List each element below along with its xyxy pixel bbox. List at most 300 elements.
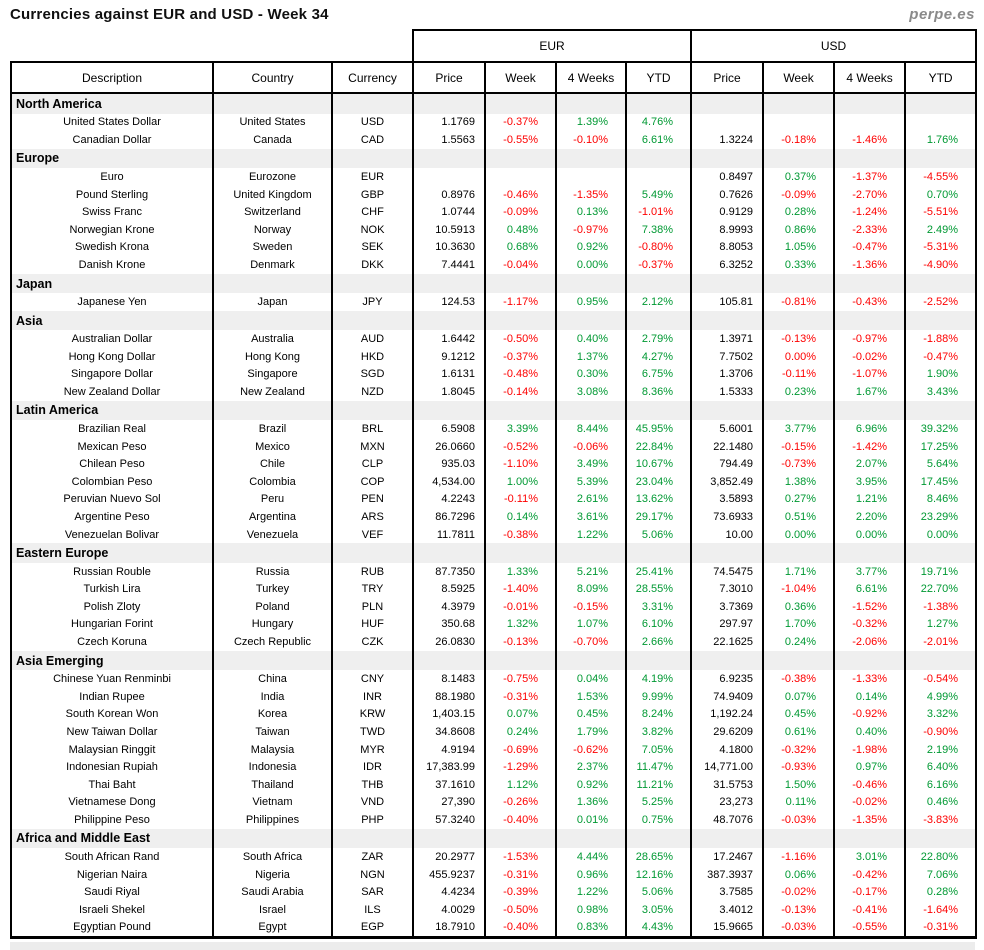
section-label: Latin America [11, 401, 213, 421]
cell-eur-4weeks: 0.45% [556, 706, 626, 724]
section-cell [485, 93, 556, 114]
cell-eur-week: -0.69% [485, 741, 556, 759]
section-cell [213, 311, 332, 331]
section-label: Eastern Europe [11, 543, 213, 563]
section-cell [485, 149, 556, 169]
cell-usd-week: 0.24% [763, 633, 834, 651]
cell-description: Turkish Lira [11, 580, 213, 598]
cell-eur-ytd: 4.27% [626, 348, 691, 366]
cell-eur-ytd: -1.01% [626, 203, 691, 221]
table-row [11, 919, 976, 938]
cell-usd-ytd: -4.90% [905, 256, 976, 274]
cell-usd-week: -0.38% [763, 670, 834, 688]
section-cell [834, 651, 905, 671]
cell-currency: IDR [332, 758, 413, 776]
cell-usd-ytd: 17.25% [905, 438, 976, 456]
cell-description: Norwegian Krone [11, 221, 213, 239]
cell-eur-price: 34.8608 [413, 723, 485, 741]
cell-currency: ILS [332, 901, 413, 919]
cell-eur-week: 0.48% [485, 221, 556, 239]
cell-usd-week: -0.13% [763, 330, 834, 348]
cell-eur-week: 1.32% [485, 616, 556, 634]
cell-usd-week: 0.27% [763, 491, 834, 509]
cell-usd-ytd: -1.88% [905, 330, 976, 348]
cell-description: Czech Koruna [11, 633, 213, 651]
section-cell [213, 651, 332, 671]
cell-usd-price: 74.5475 [691, 563, 763, 581]
section-row [11, 311, 976, 331]
cell-usd-price: 8.8053 [691, 239, 763, 257]
table-row [11, 131, 976, 149]
cell-eur-week: -0.75% [485, 670, 556, 688]
section-cell [332, 829, 413, 849]
cell-description: Polish Zloty [11, 598, 213, 616]
cell-usd-price: 0.9129 [691, 203, 763, 221]
column-header-eur-price: Price [413, 62, 485, 93]
section-cell [332, 149, 413, 169]
cell-usd-week: 0.86% [763, 221, 834, 239]
column-header-usd-price: Price [691, 62, 763, 93]
cell-usd-price: 8.9993 [691, 221, 763, 239]
cell-usd-price: 1.3224 [691, 131, 763, 149]
cell-country: Peru [213, 491, 332, 509]
table-row [11, 186, 976, 204]
cell-usd-ytd: 0.00% [905, 526, 976, 544]
section-cell [626, 149, 691, 169]
cell-eur-price: 350.68 [413, 616, 485, 634]
cell-eur-week: -1.10% [485, 455, 556, 473]
cell-description: Philippine Peso [11, 811, 213, 829]
cell-usd-price [691, 114, 763, 132]
cell-eur-4weeks [556, 168, 626, 186]
cell-description: Argentine Peso [11, 508, 213, 526]
section-cell [485, 274, 556, 294]
cell-usd-week: -0.03% [763, 811, 834, 829]
cell-country: Czech Republic [213, 633, 332, 651]
section-row [11, 93, 976, 114]
cell-usd-price: 22.1480 [691, 438, 763, 456]
cell-usd-week: 1.38% [763, 473, 834, 491]
cell-usd-week: 0.23% [763, 383, 834, 401]
cell-eur-price: 455.9237 [413, 866, 485, 884]
cell-currency: PLN [332, 598, 413, 616]
cell-country: Hong Kong [213, 348, 332, 366]
cell-description: Mexican Peso [11, 438, 213, 456]
cell-currency: NOK [332, 221, 413, 239]
cell-currency: NZD [332, 383, 413, 401]
top-bar [10, 6, 975, 28]
cell-eur-4weeks: 8.09% [556, 580, 626, 598]
cell-eur-ytd: -0.80% [626, 239, 691, 257]
cell-usd-4weeks: 2.20% [834, 508, 905, 526]
cell-description: Saudi Riyal [11, 883, 213, 901]
table-row [11, 758, 976, 776]
cell-eur-4weeks: 1.36% [556, 794, 626, 812]
column-header-eur-ytd: YTD [626, 62, 691, 93]
cell-currency: SGD [332, 366, 413, 384]
cell-usd-4weeks: 2.07% [834, 455, 905, 473]
cell-eur-ytd: 8.24% [626, 706, 691, 724]
cell-description: Canadian Dollar [11, 131, 213, 149]
section-label: Japan [11, 274, 213, 294]
section-cell [691, 311, 763, 331]
cell-eur-4weeks: -0.97% [556, 221, 626, 239]
cell-country: Eurozone [213, 168, 332, 186]
cell-eur-week: 0.14% [485, 508, 556, 526]
section-cell [413, 311, 485, 331]
section-row [11, 274, 976, 294]
table-row [11, 563, 976, 581]
cell-usd-4weeks: -0.41% [834, 901, 905, 919]
cell-eur-4weeks: 0.92% [556, 776, 626, 794]
section-cell [834, 93, 905, 114]
section-cell [413, 93, 485, 114]
cell-eur-week: -0.52% [485, 438, 556, 456]
cell-description: Malaysian Ringgit [11, 741, 213, 759]
section-label: Asia Emerging [11, 651, 213, 671]
currency-table [10, 29, 977, 939]
section-cell [413, 149, 485, 169]
section-cell [834, 543, 905, 563]
column-header-description: Description [11, 62, 213, 93]
cell-eur-4weeks: 0.92% [556, 239, 626, 257]
cell-eur-ytd: 6.10% [626, 616, 691, 634]
cell-usd-week: 0.00% [763, 348, 834, 366]
cell-usd-4weeks: 0.97% [834, 758, 905, 776]
cell-usd-price: 0.8497 [691, 168, 763, 186]
cell-eur-ytd: 13.62% [626, 491, 691, 509]
cell-country: Korea [213, 706, 332, 724]
cell-usd-ytd: -1.64% [905, 901, 976, 919]
cell-usd-4weeks: -1.24% [834, 203, 905, 221]
section-cell [626, 401, 691, 421]
site-watermark: perpe.es [909, 6, 975, 23]
cell-description: Japanese Yen [11, 293, 213, 311]
cell-usd-price: 17.2467 [691, 848, 763, 866]
cell-usd-price: 31.5753 [691, 776, 763, 794]
section-cell [834, 829, 905, 849]
cell-eur-price: 37.1610 [413, 776, 485, 794]
cell-eur-4weeks: 3.49% [556, 455, 626, 473]
cell-eur-ytd: 3.82% [626, 723, 691, 741]
cell-usd-ytd: 6.40% [905, 758, 976, 776]
table-row [11, 811, 976, 829]
table-row [11, 473, 976, 491]
table-row [11, 670, 976, 688]
cell-eur-week: 0.68% [485, 239, 556, 257]
column-header-eur-week: Week [485, 62, 556, 93]
cell-eur-ytd: 3.05% [626, 901, 691, 919]
cell-usd-4weeks: -1.35% [834, 811, 905, 829]
cell-eur-week: -0.50% [485, 901, 556, 919]
cell-country: Canada [213, 131, 332, 149]
table-row [11, 114, 976, 132]
cell-usd-price: 6.3252 [691, 256, 763, 274]
cell-currency: CLP [332, 455, 413, 473]
cell-eur-week: 1.33% [485, 563, 556, 581]
table-row [11, 580, 976, 598]
cell-currency: EGP [332, 919, 413, 938]
cell-usd-price: 73.6933 [691, 508, 763, 526]
table-row [11, 293, 976, 311]
cell-currency: CHF [332, 203, 413, 221]
cell-description: Vietnamese Dong [11, 794, 213, 812]
section-cell [763, 829, 834, 849]
section-row [11, 829, 976, 849]
cell-usd-ytd: 3.32% [905, 706, 976, 724]
cell-usd-week: -1.16% [763, 848, 834, 866]
cell-eur-4weeks: 1.22% [556, 526, 626, 544]
section-cell [905, 149, 976, 169]
cell-currency: VEF [332, 526, 413, 544]
cell-usd-ytd: -4.55% [905, 168, 976, 186]
cell-eur-4weeks: 0.13% [556, 203, 626, 221]
cell-usd-price: 3.5893 [691, 491, 763, 509]
cell-eur-week: -1.53% [485, 848, 556, 866]
section-cell [691, 149, 763, 169]
cell-eur-ytd: 28.65% [626, 848, 691, 866]
cell-eur-price: 20.2977 [413, 848, 485, 866]
cell-usd-price: 3.4012 [691, 901, 763, 919]
cell-eur-ytd: 22.84% [626, 438, 691, 456]
cell-usd-4weeks: 0.40% [834, 723, 905, 741]
cell-eur-price: 26.0830 [413, 633, 485, 651]
section-row [11, 149, 976, 169]
cell-country: Venezuela [213, 526, 332, 544]
table-row [11, 688, 976, 706]
section-label: North America [11, 93, 213, 114]
cell-eur-price: 4.9194 [413, 741, 485, 759]
section-cell [556, 274, 626, 294]
cell-usd-week: 0.61% [763, 723, 834, 741]
cell-currency: COP [332, 473, 413, 491]
cell-usd-ytd: 0.46% [905, 794, 976, 812]
cell-usd-ytd: -0.47% [905, 348, 976, 366]
cell-eur-ytd: 9.99% [626, 688, 691, 706]
section-cell [213, 401, 332, 421]
cell-usd-week: -1.04% [763, 580, 834, 598]
section-cell [626, 93, 691, 114]
cell-usd-week: -0.18% [763, 131, 834, 149]
cell-eur-4weeks: 0.95% [556, 293, 626, 311]
cell-currency: RUB [332, 563, 413, 581]
cell-eur-price: 10.5913 [413, 221, 485, 239]
section-cell [905, 311, 976, 331]
cell-currency: JPY [332, 293, 413, 311]
cell-eur-4weeks: 8.44% [556, 420, 626, 438]
cell-eur-week: -0.50% [485, 330, 556, 348]
cell-usd-week: 0.00% [763, 526, 834, 544]
cell-eur-4weeks: -0.10% [556, 131, 626, 149]
table-row [11, 598, 976, 616]
section-cell [332, 274, 413, 294]
cell-country: United States [213, 114, 332, 132]
cell-eur-4weeks: 0.00% [556, 256, 626, 274]
section-cell [413, 543, 485, 563]
cell-description: Chilean Peso [11, 455, 213, 473]
cell-currency: PEN [332, 491, 413, 509]
cell-eur-week: -0.14% [485, 383, 556, 401]
cell-description: Thai Baht [11, 776, 213, 794]
cell-currency: ARS [332, 508, 413, 526]
cell-eur-week: -1.40% [485, 580, 556, 598]
cell-usd-week: 3.77% [763, 420, 834, 438]
cell-eur-price: 935.03 [413, 455, 485, 473]
cell-eur-week: 3.39% [485, 420, 556, 438]
table-row [11, 723, 976, 741]
cell-usd-4weeks: 3.95% [834, 473, 905, 491]
column-header-usd-week: Week [763, 62, 834, 93]
section-cell [556, 543, 626, 563]
cell-description: Pound Sterling [11, 186, 213, 204]
cell-eur-price: 4.4234 [413, 883, 485, 901]
cell-eur-4weeks: 1.37% [556, 348, 626, 366]
cell-eur-price: 1.8045 [413, 383, 485, 401]
cell-eur-price: 86.7296 [413, 508, 485, 526]
section-cell [413, 274, 485, 294]
section-cell [213, 543, 332, 563]
cell-usd-price: 7.3010 [691, 580, 763, 598]
section-cell [763, 543, 834, 563]
cell-usd-ytd: 7.06% [905, 866, 976, 884]
cell-eur-ytd: 11.21% [626, 776, 691, 794]
section-cell [691, 651, 763, 671]
cell-usd-ytd: 39.32% [905, 420, 976, 438]
cell-usd-week: 0.06% [763, 866, 834, 884]
section-cell [332, 651, 413, 671]
section-label: Europe [11, 149, 213, 169]
cell-eur-ytd: 5.06% [626, 526, 691, 544]
section-cell [691, 274, 763, 294]
cell-usd-week: 0.45% [763, 706, 834, 724]
table-row [11, 348, 976, 366]
cell-description: Brazilian Real [11, 420, 213, 438]
cell-usd-price: 3.7369 [691, 598, 763, 616]
cell-country: Indonesia [213, 758, 332, 776]
cell-usd-ytd: -0.54% [905, 670, 976, 688]
cell-usd-ytd: 23.29% [905, 508, 976, 526]
cell-eur-ytd: 4.76% [626, 114, 691, 132]
cell-description: Indian Rupee [11, 688, 213, 706]
cell-eur-ytd: 25.41% [626, 563, 691, 581]
cell-usd-4weeks: -1.37% [834, 168, 905, 186]
cell-usd-price: 22.1625 [691, 633, 763, 651]
cell-eur-week: -0.39% [485, 883, 556, 901]
cell-usd-price: 1.3971 [691, 330, 763, 348]
cell-usd-ytd: -0.31% [905, 919, 976, 938]
cell-usd-ytd: 3.43% [905, 383, 976, 401]
cell-description: Danish Krone [11, 256, 213, 274]
cell-usd-ytd: 1.76% [905, 131, 976, 149]
cell-country: Denmark [213, 256, 332, 274]
cell-eur-4weeks: 5.39% [556, 473, 626, 491]
cell-usd-ytd: -3.83% [905, 811, 976, 829]
cell-eur-ytd: 8.36% [626, 383, 691, 401]
section-cell [485, 543, 556, 563]
table-row [11, 438, 976, 456]
cell-usd-4weeks: 3.01% [834, 848, 905, 866]
cell-usd-ytd: 1.90% [905, 366, 976, 384]
section-cell [626, 274, 691, 294]
cell-country: Thailand [213, 776, 332, 794]
cell-eur-4weeks: 4.44% [556, 848, 626, 866]
cell-eur-4weeks: -0.62% [556, 741, 626, 759]
cell-eur-week: -0.13% [485, 633, 556, 651]
cell-currency: EUR [332, 168, 413, 186]
column-header-usd-4weeks: 4 Weeks [834, 62, 905, 93]
cell-description: Nigerian Naira [11, 866, 213, 884]
section-cell [763, 93, 834, 114]
cell-usd-week: 1.70% [763, 616, 834, 634]
table-row [11, 221, 976, 239]
cell-eur-price: 88.1980 [413, 688, 485, 706]
cell-usd-week: 1.05% [763, 239, 834, 257]
cell-usd-4weeks: -2.06% [834, 633, 905, 651]
cell-usd-ytd: -2.01% [905, 633, 976, 651]
table-row [11, 366, 976, 384]
cell-eur-ytd: 5.06% [626, 883, 691, 901]
section-cell [485, 651, 556, 671]
cell-usd-week: -0.15% [763, 438, 834, 456]
cell-usd-ytd [905, 114, 976, 132]
table-row [11, 239, 976, 257]
cell-eur-price: 9.1212 [413, 348, 485, 366]
cell-eur-4weeks: 1.79% [556, 723, 626, 741]
table-row [11, 168, 976, 186]
cell-usd-price: 4.1800 [691, 741, 763, 759]
cell-usd-week: -0.13% [763, 901, 834, 919]
cell-usd-4weeks: -1.36% [834, 256, 905, 274]
cell-eur-4weeks: 1.07% [556, 616, 626, 634]
section-cell [485, 401, 556, 421]
cell-usd-price: 3.7585 [691, 883, 763, 901]
table-row [11, 706, 976, 724]
table-row [11, 848, 976, 866]
cell-eur-4weeks: -1.35% [556, 186, 626, 204]
cell-eur-ytd: 5.25% [626, 794, 691, 812]
section-cell [332, 543, 413, 563]
cell-usd-price: 15.9665 [691, 919, 763, 938]
table-row [11, 866, 976, 884]
section-cell [905, 543, 976, 563]
cell-eur-week: -0.26% [485, 794, 556, 812]
table-row [11, 616, 976, 634]
cell-country: Malaysia [213, 741, 332, 759]
cell-currency: BRL [332, 420, 413, 438]
cell-eur-4weeks: 0.83% [556, 919, 626, 938]
cell-usd-ytd: 22.70% [905, 580, 976, 598]
cell-country: Hungary [213, 616, 332, 634]
cell-description: Swiss Franc [11, 203, 213, 221]
cell-description: Colombian Peso [11, 473, 213, 491]
cell-country: Australia [213, 330, 332, 348]
cell-eur-ytd: 5.49% [626, 186, 691, 204]
cell-usd-week: -0.02% [763, 883, 834, 901]
cell-country: Mexico [213, 438, 332, 456]
cell-eur-4weeks: 1.53% [556, 688, 626, 706]
table-row [11, 776, 976, 794]
cell-eur-ytd: 10.67% [626, 455, 691, 473]
section-cell [556, 829, 626, 849]
section-label: Asia [11, 311, 213, 331]
cell-usd-4weeks: -2.70% [834, 186, 905, 204]
cell-usd-ytd: 2.49% [905, 221, 976, 239]
cell-eur-4weeks: 0.30% [556, 366, 626, 384]
section-cell [691, 401, 763, 421]
cell-eur-week: -1.29% [485, 758, 556, 776]
cell-currency: THB [332, 776, 413, 794]
cell-currency: SAR [332, 883, 413, 901]
